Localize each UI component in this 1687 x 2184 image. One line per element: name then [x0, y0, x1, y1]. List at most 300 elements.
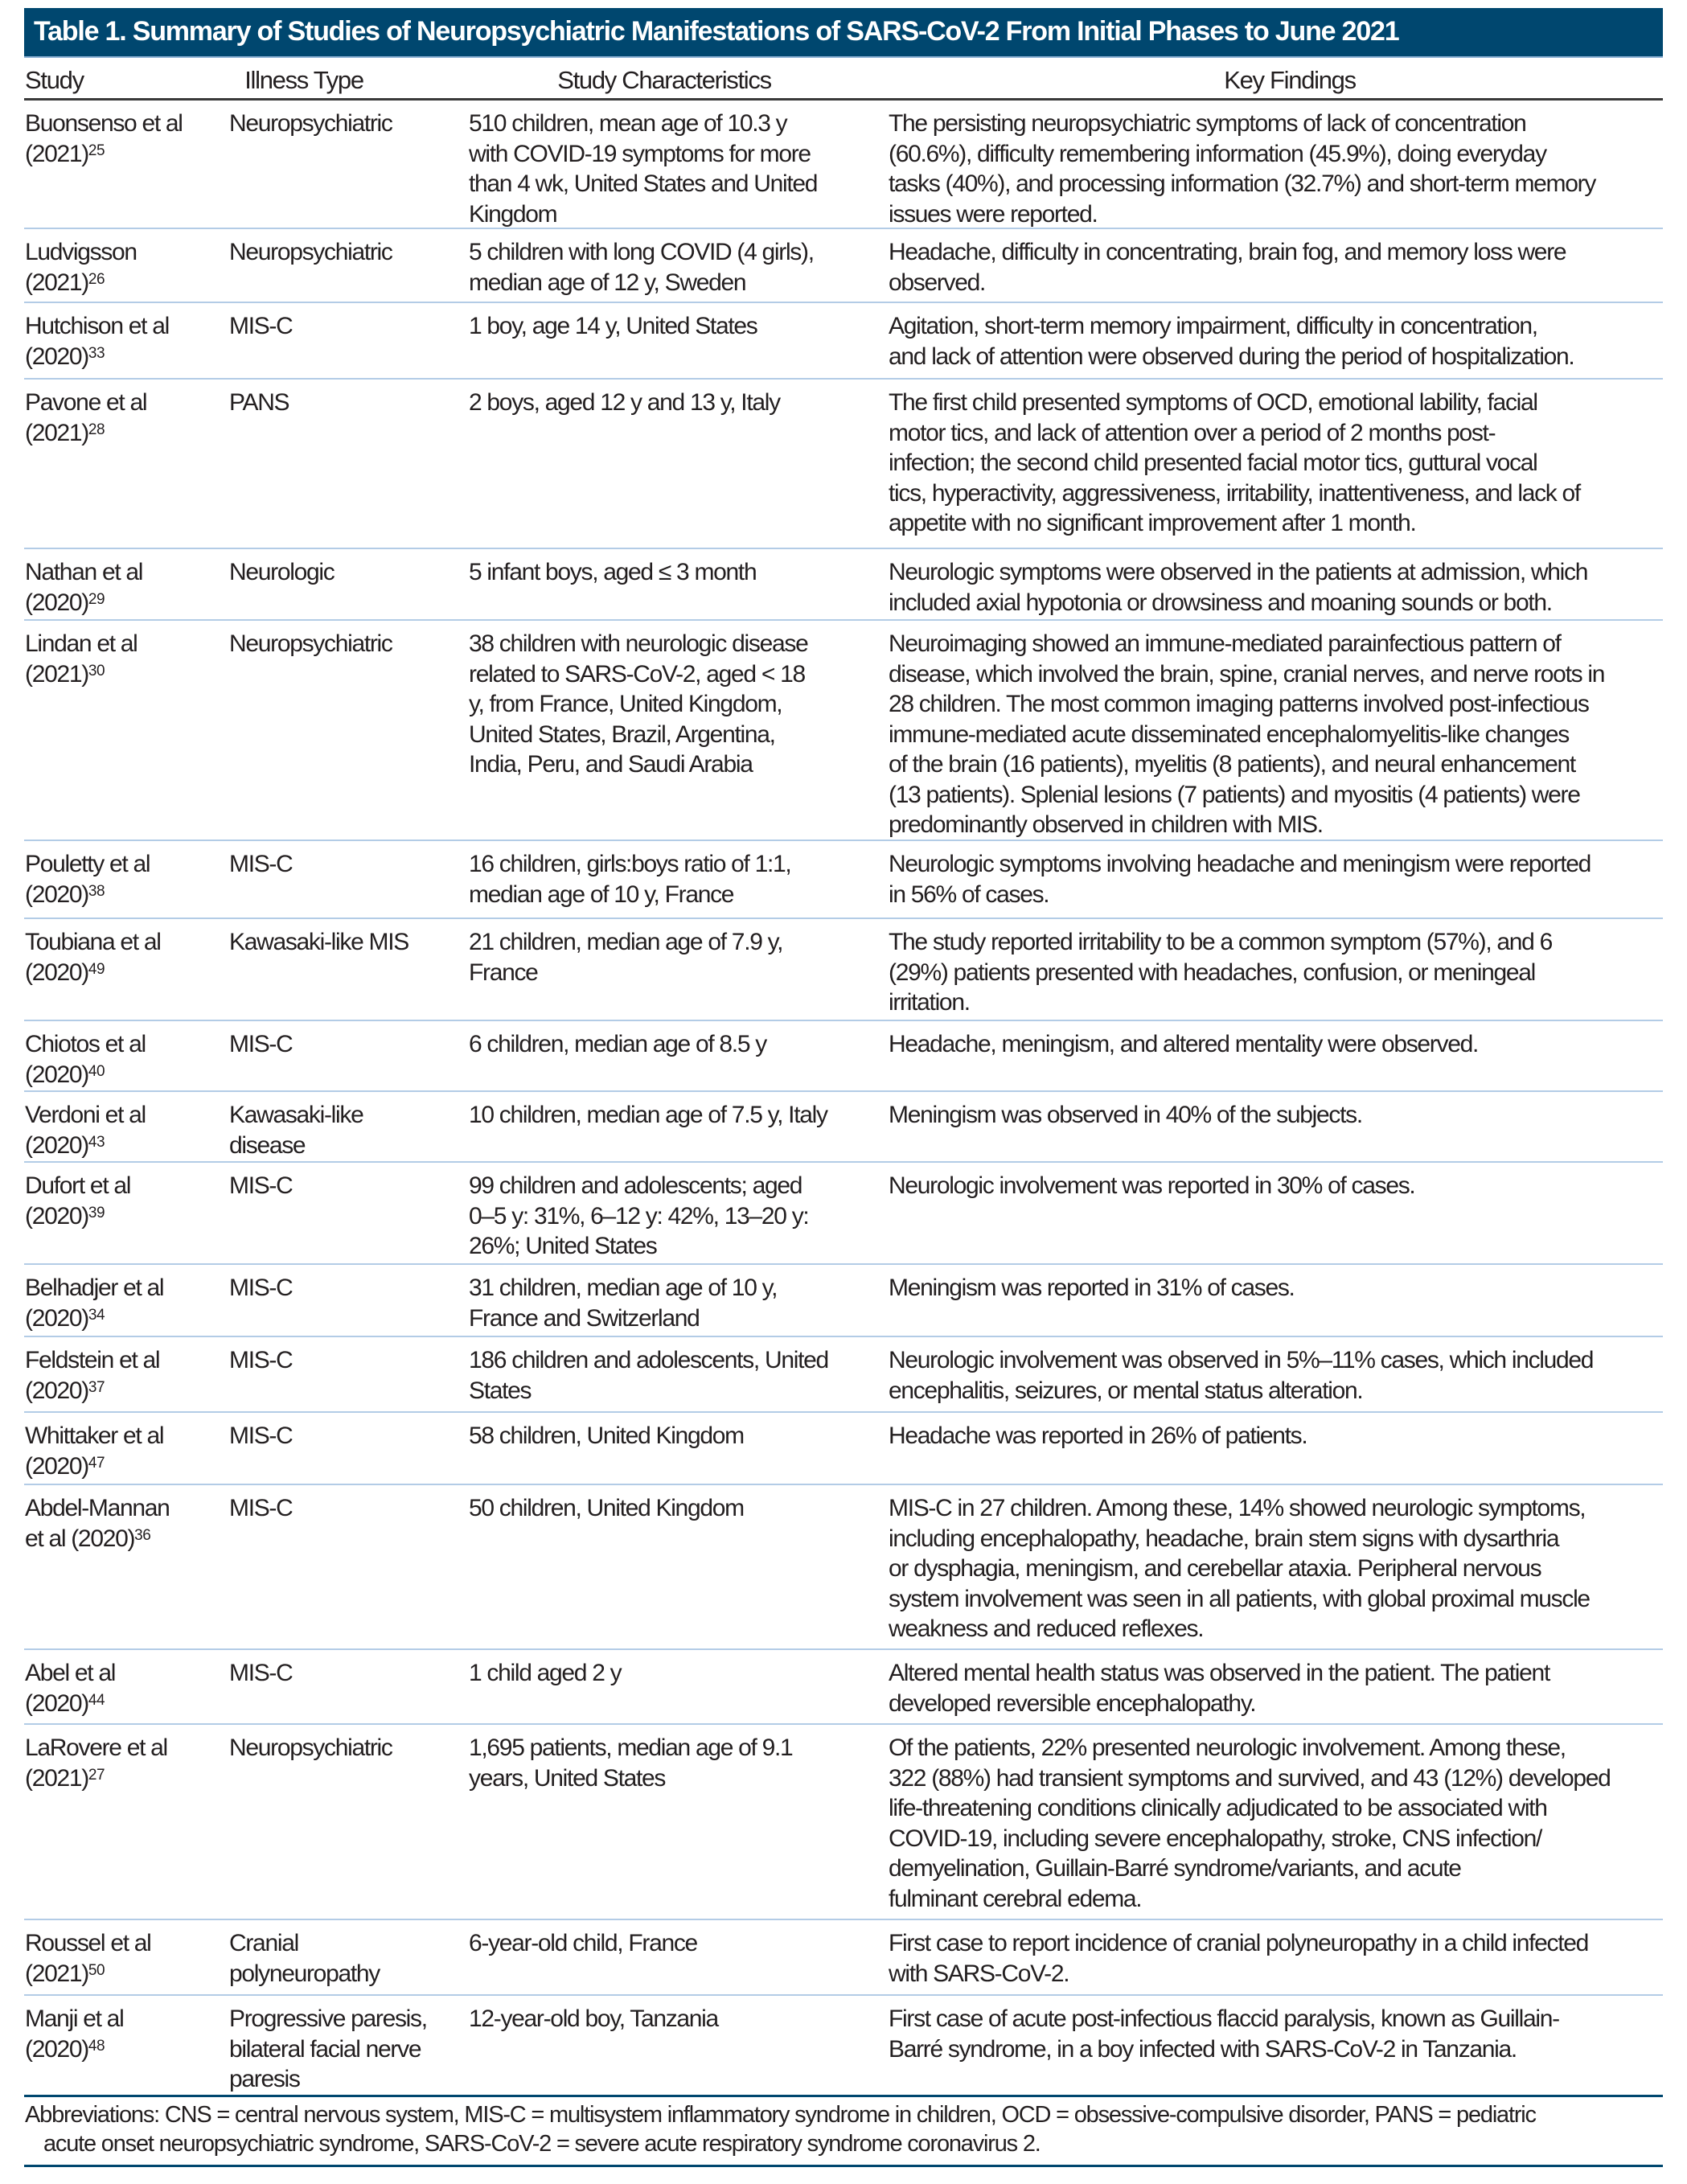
illness-type-cell	[229, 2004, 462, 2095]
study-cell	[25, 1100, 218, 1160]
table-title: Table 1. Summary of Studies of Neuropsychiatric Manifestations of SARS-CoV-2 From Initial Phases to June 2021	[34, 16, 1399, 47]
key-findings-cell-text: (60.6%), difficulty remembering information (45.9%), doing everyday	[889, 140, 1546, 167]
illness-type-cell-line	[229, 1421, 462, 1451]
illness-type-cell-text: MIS-C	[229, 1347, 293, 1373]
study-cell-text: (2020)	[25, 1377, 88, 1404]
study-characteristics-cell-line	[469, 849, 879, 880]
study-characteristics-cell-line	[469, 1345, 879, 1376]
study-characteristics-cell-text: related to SARS-CoV-2, aged < 18	[469, 660, 805, 688]
illness-type-cell-line	[229, 2064, 462, 2095]
reference-superscript: 37	[88, 1378, 105, 1396]
key-findings-cell-line	[889, 237, 1660, 268]
study-cell-line	[25, 958, 218, 988]
table-row	[24, 1919, 1663, 1994]
study-cell-line	[25, 1524, 218, 1554]
key-findings-cell-line	[889, 780, 1660, 811]
key-findings-cell-line	[889, 588, 1660, 618]
key-findings-cell-text: tics, hyperactivity, aggressiveness, irritability, inattentiveness, and lack of	[889, 479, 1580, 507]
footnote-line: acute onset neuropsychiatric syndrome, SARS-CoV-2 = severe acute respiratory syndrome coronavirus 2.	[43, 2131, 1041, 2157]
key-findings-cell-text: Neurologic involvement was observed in 5%–11% cases, which included	[889, 1347, 1594, 1373]
study-cell-line	[25, 588, 218, 618]
study-cell-line	[25, 342, 218, 372]
study-characteristics-cell-line	[469, 927, 879, 958]
reference-superscript: 44	[88, 1691, 105, 1709]
illness-type-cell-line	[229, 1273, 462, 1303]
key-findings-cell-line	[889, 1854, 1660, 1884]
key-findings-cell-text: and lack of attention were observed during the period of hospitalization.	[889, 343, 1574, 370]
study-characteristics-cell-text: 6 children, median age of 8.5 y	[469, 1031, 766, 1057]
study-characteristics-cell-line	[469, 1733, 879, 1763]
study-characteristics-cell-text: median age of 10 y, France	[469, 881, 734, 908]
footnote-line: Abbreviations: CNS = central nervous system, MIS-C = multisystem inflammatory syndrome in children, OCD = obsessive-compulsive disorder, PANS = pediatric	[25, 2102, 1536, 2128]
study-cell	[25, 237, 218, 298]
study-cell-text: (2020)	[25, 589, 88, 616]
illness-type-cell-line	[229, 237, 462, 268]
illness-type-cell	[229, 311, 462, 342]
study-characteristics-cell-text: 50 children, United Kingdom	[469, 1495, 744, 1521]
key-findings-cell-text: Neurologic involvement was reported in 30% of cases.	[889, 1172, 1415, 1199]
key-findings-cell-line	[889, 418, 1660, 449]
reference-superscript: 50	[88, 1961, 105, 1979]
illness-type-cell	[229, 237, 462, 268]
illness-type-cell-text: bilateral facial nerve	[229, 2035, 421, 2063]
study-cell	[25, 1928, 218, 1989]
study-cell	[25, 109, 218, 169]
study-cell-text: Buonsenso et al	[25, 110, 183, 137]
study-characteristics-cell	[469, 1171, 879, 1262]
illness-type-cell-line	[229, 557, 462, 588]
key-findings-cell-text: Meningism was reported in 31% of cases.	[889, 1275, 1295, 1301]
key-findings-cell-text: Neurologic symptoms were observed in the patients at admission, which	[889, 559, 1588, 585]
reference-superscript: 48	[88, 2037, 105, 2055]
study-cell-line	[25, 629, 218, 659]
study-characteristics-cell	[469, 1421, 879, 1451]
illness-type-cell-line	[229, 1493, 462, 1524]
study-cell-text: Abdel-Mannan	[25, 1495, 170, 1521]
column-header-illness-type: Illness Type	[244, 66, 363, 94]
key-findings-cell-line	[889, 880, 1660, 910]
study-cell-line	[25, 659, 218, 690]
study-cell-line	[25, 1421, 218, 1451]
illness-type-cell-line	[229, 1171, 462, 1201]
key-findings-cell-line	[889, 508, 1660, 539]
study-cell-text: (2020)	[25, 1304, 88, 1332]
footer-rule-top	[24, 2095, 1663, 2097]
study-cell	[25, 1345, 218, 1406]
key-findings-cell	[889, 1733, 1660, 1914]
study-cell-line	[25, 1451, 218, 1482]
illness-type-cell	[229, 927, 462, 958]
study-cell-text: Nathan et al	[25, 559, 143, 585]
reference-superscript: 26	[88, 270, 105, 288]
key-findings-cell	[889, 1928, 1660, 1989]
study-characteristics-cell-text: 21 children, median age of 7.9 y,	[469, 929, 783, 955]
illness-type-cell	[229, 557, 462, 588]
illness-type-cell-text: MIS-C	[229, 851, 293, 877]
study-cell-line	[25, 388, 218, 418]
key-findings-cell-line	[889, 1554, 1660, 1584]
study-cell-text: Manji et al	[25, 2005, 124, 2032]
table-title-bar	[24, 8, 1663, 58]
key-findings-cell-text: Neuroimaging showed an immune-mediated parainfectious pattern of	[889, 630, 1561, 657]
key-findings-cell-text: of the brain (16 patients), myelitis (8 patients), and neural enhancement	[889, 751, 1575, 778]
key-findings-cell-line	[889, 448, 1660, 478]
study-characteristics-cell	[469, 927, 879, 987]
study-cell-line	[25, 1345, 218, 1376]
illness-type-cell-text: Neuropsychiatric	[229, 239, 392, 265]
study-cell-line	[25, 1493, 218, 1524]
illness-type-cell-text: Progressive paresis,	[229, 2005, 427, 2032]
key-findings-cell-text: Headache, difficulty in concentrating, brain fog, and memory loss were	[889, 239, 1566, 265]
study-cell-line	[25, 237, 218, 268]
key-findings-cell-text: with SARS-CoV-2.	[889, 1960, 1069, 1987]
study-characteristics-cell-line	[469, 169, 879, 199]
study-cell-line	[25, 1763, 218, 1794]
key-findings-cell-line	[889, 169, 1660, 199]
study-cell-line	[25, 109, 218, 139]
illness-type-cell	[229, 1029, 462, 1060]
reference-superscript: 36	[134, 1526, 151, 1544]
study-characteristics-cell-text: Kingdom	[469, 200, 557, 228]
study-characteristics-cell-text: India, Peru, and Saudi Arabia	[469, 751, 753, 778]
study-cell-line	[25, 1303, 218, 1334]
study-characteristics-cell-text: 38 children with neurologic disease	[469, 630, 808, 657]
key-findings-cell-line	[889, 1614, 1660, 1644]
key-findings-cell-line	[889, 689, 1660, 720]
study-cell-text: Dufort et al	[25, 1172, 131, 1199]
study-cell-line	[25, 1733, 218, 1763]
key-findings-cell-line	[889, 1584, 1660, 1615]
study-characteristics-cell	[469, 311, 879, 342]
key-findings-cell-line	[889, 199, 1660, 230]
study-characteristics-cell-text: States	[469, 1377, 532, 1404]
illness-type-cell	[229, 1658, 462, 1689]
key-findings-cell-text: observed.	[889, 269, 986, 296]
study-cell-text: Hutchison et al	[25, 313, 169, 339]
illness-type-cell-text: MIS-C	[229, 1172, 293, 1199]
study-characteristics-cell-line	[469, 958, 879, 988]
study-cell-text: Chiotos et al	[25, 1031, 146, 1057]
table-row	[24, 840, 1663, 918]
study-cell-text: (2020)	[25, 343, 88, 370]
study-characteristics-cell-line	[469, 880, 879, 910]
reference-superscript: 29	[88, 590, 105, 608]
illness-type-cell-text: Neuropsychiatric	[229, 110, 392, 137]
study-characteristics-cell-line	[469, 237, 879, 268]
key-findings-cell	[889, 237, 1660, 298]
illness-type-cell	[229, 1171, 462, 1201]
study-cell-line	[25, 849, 218, 880]
study-characteristics-cell-text: 0–5 y: 31%, 6–12 y: 42%, 13–20 y:	[469, 1202, 809, 1230]
key-findings-cell-line	[889, 1824, 1660, 1854]
key-findings-cell-text: appetite with no significant improvement after 1 month.	[889, 510, 1416, 536]
reference-superscript: 27	[88, 1766, 105, 1784]
study-characteristics-cell-line	[469, 109, 879, 139]
key-findings-cell-text: 28 children. The most common imaging patterns involved post-infectious	[889, 691, 1589, 717]
key-findings-cell-text: Neurologic symptoms involving headache and meningism were reported	[889, 851, 1591, 877]
key-findings-cell-text: demyelination, Guillain-Barré syndrome/variants, and acute	[889, 1855, 1461, 1882]
study-cell-text: Toubiana et al	[25, 929, 161, 955]
illness-type-cell-text: paresis	[229, 2066, 300, 2092]
study-cell-line	[25, 1273, 218, 1303]
study-characteristics-cell-line	[469, 1231, 879, 1262]
key-findings-cell-text: MIS-C in 27 children. Among these, 14% showed neurologic symptoms,	[889, 1495, 1586, 1521]
illness-type-cell	[229, 849, 462, 880]
study-characteristics-cell	[469, 1029, 879, 1060]
illness-type-cell	[229, 1493, 462, 1524]
key-findings-cell-text: predominantly observed in children with MIS.	[889, 811, 1323, 838]
study-characteristics-cell-line	[469, 388, 879, 418]
key-findings-cell-line	[889, 2004, 1660, 2034]
study-characteristics-cell-line	[469, 268, 879, 298]
reference-superscript: 30	[88, 662, 105, 679]
table-row	[24, 1263, 1663, 1336]
key-findings-cell-line	[889, 1345, 1660, 1376]
study-characteristics-cell-line	[469, 139, 879, 170]
table-row	[24, 228, 1663, 302]
reference-superscript: 34	[88, 1306, 105, 1324]
key-findings-cell-line	[889, 388, 1660, 418]
illness-type-cell-line	[229, 1733, 462, 1763]
key-findings-cell-line	[889, 109, 1660, 139]
study-cell	[25, 311, 218, 372]
illness-type-cell-line	[229, 849, 462, 880]
reference-superscript: 39	[88, 1204, 105, 1221]
study-cell-line	[25, 2004, 218, 2034]
key-findings-cell-text: weakness and reduced reflexes.	[889, 1615, 1204, 1642]
key-findings-cell-text: irritation.	[889, 989, 970, 1016]
column-header-study: Study	[25, 66, 84, 94]
key-findings-cell-text: encephalitis, seizures, or mental status alteration.	[889, 1377, 1363, 1404]
illness-type-cell-line	[229, 1100, 462, 1131]
key-findings-cell-line	[889, 629, 1660, 659]
study-cell-line	[25, 1928, 218, 1959]
column-header-study-characteristics: Study Characteristics	[557, 66, 771, 94]
illness-type-cell-line	[229, 2034, 462, 2065]
study-characteristics-cell-text: 31 children, median age of 10 y,	[469, 1275, 778, 1301]
study-characteristics-cell-line	[469, 689, 879, 720]
study-characteristics-cell-line	[469, 1273, 879, 1303]
key-findings-cell-text: fulminant cerebral edema.	[889, 1885, 1142, 1912]
study-cell-line	[25, 1029, 218, 1060]
reference-superscript: 40	[88, 1062, 105, 1080]
key-findings-cell	[889, 388, 1660, 539]
table-row	[24, 302, 1663, 378]
key-findings-cell-text: COVID-19, including severe encephalopathy, stroke, CNS infection/	[889, 1825, 1542, 1852]
key-findings-cell	[889, 311, 1660, 372]
key-findings-cell-text: First case to report incidence of cranial polyneuropathy in a child infected	[889, 1930, 1589, 1956]
table-row	[24, 1411, 1663, 1484]
key-findings-cell	[889, 849, 1660, 909]
illness-type-cell-line	[229, 1959, 462, 1989]
key-findings-cell-line	[889, 1100, 1660, 1131]
illness-type-cell-text: PANS	[229, 389, 289, 416]
table-row	[24, 1161, 1663, 1263]
study-characteristics-cell-text: 1 boy, age 14 y, United States	[469, 313, 757, 339]
study-cell-line	[25, 1060, 218, 1090]
key-findings-cell-text: The first child presented symptoms of OCD, emotional lability, facial	[889, 389, 1537, 416]
illness-type-cell-line	[229, 388, 462, 418]
study-cell	[25, 927, 218, 987]
key-findings-cell-text: Altered mental health status was observed in the patient. The patient	[889, 1660, 1549, 1686]
study-characteristics-cell-text: 1,695 patients, median age of 9.1	[469, 1734, 793, 1761]
study-cell	[25, 629, 218, 689]
key-findings-cell-line	[889, 927, 1660, 958]
study-cell-text: (2020)	[25, 1452, 88, 1480]
study-characteristics-cell-text: years, United States	[469, 1764, 666, 1792]
study-characteristics-cell	[469, 2004, 879, 2034]
study-characteristics-cell-line	[469, 749, 879, 780]
study-characteristics-cell-text: 16 children, girls:boys ratio of 1:1,	[469, 851, 791, 877]
illness-type-cell-line	[229, 927, 462, 958]
key-findings-cell	[889, 1658, 1660, 1718]
illness-type-cell-line	[229, 1131, 462, 1161]
key-findings-cell	[889, 1171, 1660, 1201]
illness-type-cell-line	[229, 1658, 462, 1689]
illness-type-cell-text: Cranial	[229, 1930, 298, 1956]
reference-superscript: 43	[88, 1133, 105, 1151]
table-row	[24, 1336, 1663, 1411]
key-findings-cell-text: Headache was reported in 26% of patients.	[889, 1422, 1307, 1449]
study-cell-text: (2021)	[25, 140, 88, 167]
study-characteristics-cell	[469, 1273, 879, 1333]
study-characteristics-cell-line	[469, 1493, 879, 1524]
study-cell	[25, 1421, 218, 1481]
table-row	[24, 1994, 1663, 2095]
table-row	[24, 1484, 1663, 1648]
study-cell-text: Abel et al	[25, 1660, 116, 1686]
illness-type-cell	[229, 1100, 462, 1160]
key-findings-cell-text: including encephalopathy, headache, brain stem signs with dysarthria	[889, 1525, 1559, 1552]
column-header-key-findings: Key Findings	[1224, 66, 1356, 94]
illness-type-cell-line	[229, 311, 462, 342]
study-cell	[25, 1273, 218, 1333]
key-findings-cell-line	[889, 1658, 1660, 1689]
study-characteristics-cell	[469, 237, 879, 298]
reference-superscript: 28	[88, 421, 105, 438]
illness-type-cell-text: polyneuropathy	[229, 1960, 380, 1987]
key-findings-cell-text: The study reported irritability to be a common symptom (57%), and 6	[889, 929, 1552, 955]
key-findings-cell-text: disease, which involved the brain, spine, cranial nerves, and nerve roots in	[889, 660, 1605, 688]
key-findings-cell-line	[889, 1884, 1660, 1915]
study-cell	[25, 1171, 218, 1231]
key-findings-cell-line	[889, 1524, 1660, 1554]
study-characteristics-cell-line	[469, 557, 879, 588]
study-cell-text: Whittaker et al	[25, 1422, 164, 1449]
key-findings-cell-text: included axial hypotonia or drowsiness and moaning sounds or both.	[889, 589, 1552, 616]
study-characteristics-cell-line	[469, 1421, 879, 1451]
illness-type-cell-text: Kawasaki-like MIS	[229, 929, 408, 955]
table-row	[24, 548, 1663, 619]
key-findings-cell	[889, 1493, 1660, 1644]
key-findings-cell-text: issues were reported.	[889, 200, 1098, 228]
abbreviations-footnote	[25, 2100, 1661, 2158]
study-characteristics-cell-text: 510 children, mean age of 10.3 y	[469, 110, 787, 137]
study-cell-text: (2020)	[25, 881, 88, 908]
key-findings-cell-line	[889, 1763, 1660, 1794]
study-characteristics-cell-line	[469, 199, 879, 230]
key-findings-cell-line	[889, 987, 1660, 1018]
study-characteristics-cell	[469, 557, 879, 588]
study-cell-text: Pouletty et al	[25, 851, 150, 877]
study-cell-text: (2020)	[25, 959, 88, 986]
key-findings-cell-line	[889, 810, 1660, 840]
study-cell-text: et al (2020)	[25, 1525, 135, 1552]
study-cell-text: (2021)	[25, 660, 88, 688]
illness-type-cell-text: Neuropsychiatric	[229, 630, 392, 657]
study-cell-line	[25, 1201, 218, 1232]
study-cell-text: Verdoni et al	[25, 1102, 146, 1128]
key-findings-cell-text: Of the patients, 22% presented neurologic involvement. Among these,	[889, 1734, 1566, 1761]
study-cell	[25, 1733, 218, 1793]
illness-type-cell-line	[229, 1345, 462, 1376]
illness-type-cell	[229, 629, 462, 659]
key-findings-cell-text: developed reversible encephalopathy.	[889, 1689, 1256, 1717]
key-findings-cell-text: Meningism was observed in 40% of the subjects.	[889, 1102, 1362, 1128]
study-cell-line	[25, 139, 218, 170]
illness-type-cell-line	[229, 1928, 462, 1959]
key-findings-cell-text: Agitation, short-term memory impairment, difficulty in concentration,	[889, 313, 1537, 339]
study-cell-line	[25, 268, 218, 298]
study-characteristics-cell-text: France and Switzerland	[469, 1304, 700, 1332]
illness-type-cell	[229, 109, 462, 139]
table-row	[24, 1723, 1663, 1919]
study-characteristics-cell-line	[469, 1303, 879, 1334]
study-characteristics-cell	[469, 1928, 879, 1959]
key-findings-cell-line	[889, 1928, 1660, 1959]
key-findings-cell	[889, 927, 1660, 1018]
key-findings-cell	[889, 629, 1660, 840]
illness-type-cell	[229, 1733, 462, 1763]
key-findings-cell-line	[889, 958, 1660, 988]
key-findings-cell-line	[889, 1959, 1660, 1989]
study-characteristics-cell-text: 10 children, median age of 7.5 y, Italy	[469, 1102, 827, 1128]
study-characteristics-cell	[469, 629, 879, 780]
study-cell-text: (2020)	[25, 1131, 88, 1159]
illness-type-cell-text: Neurologic	[229, 559, 335, 585]
study-cell	[25, 1493, 218, 1554]
key-findings-cell-text: 322 (88%) had transient symptoms and survived, and 43 (12%) developed	[889, 1764, 1611, 1792]
illness-type-cell-text: disease	[229, 1131, 306, 1159]
study-characteristics-cell-line	[469, 1201, 879, 1232]
key-findings-cell-line	[889, 268, 1660, 298]
study-characteristics-cell-line	[469, 1100, 879, 1131]
study-cell-text: (2020)	[25, 2035, 88, 2063]
key-findings-cell-text: or dysphagia, meningism, and cerebellar ataxia. Peripheral nervous	[889, 1555, 1541, 1582]
key-findings-cell-text: Barré syndrome, in a boy infected with SARS-CoV-2 in Tanzania.	[889, 2035, 1517, 2063]
study-cell-line	[25, 1689, 218, 1719]
study-cell-line	[25, 418, 218, 449]
reference-superscript: 25	[88, 142, 105, 159]
study-characteristics-cell-line	[469, 1376, 879, 1406]
study-cell-text: Feldstein et al	[25, 1347, 160, 1373]
study-characteristics-cell-text: 12-year-old boy, Tanzania	[469, 2005, 718, 2032]
key-findings-cell-line	[889, 1273, 1660, 1303]
study-characteristics-cell	[469, 1345, 879, 1406]
study-characteristics-cell-text: 5 infant boys, aged ≤ 3 month	[469, 559, 757, 585]
illness-type-cell	[229, 1273, 462, 1303]
study-cell	[25, 1029, 218, 1090]
key-findings-cell-line	[889, 311, 1660, 342]
study-cell-text: Belhadjer et al	[25, 1275, 164, 1301]
key-findings-cell-line	[889, 478, 1660, 509]
illness-type-cell-text: MIS-C	[229, 1275, 293, 1301]
key-findings-cell	[889, 109, 1660, 229]
illness-type-cell-text: MIS-C	[229, 313, 293, 339]
study-characteristics-cell	[469, 1658, 879, 1689]
study-characteristics-cell-text: with COVID-19 symptoms for more	[469, 140, 811, 167]
table-row	[24, 918, 1663, 1020]
